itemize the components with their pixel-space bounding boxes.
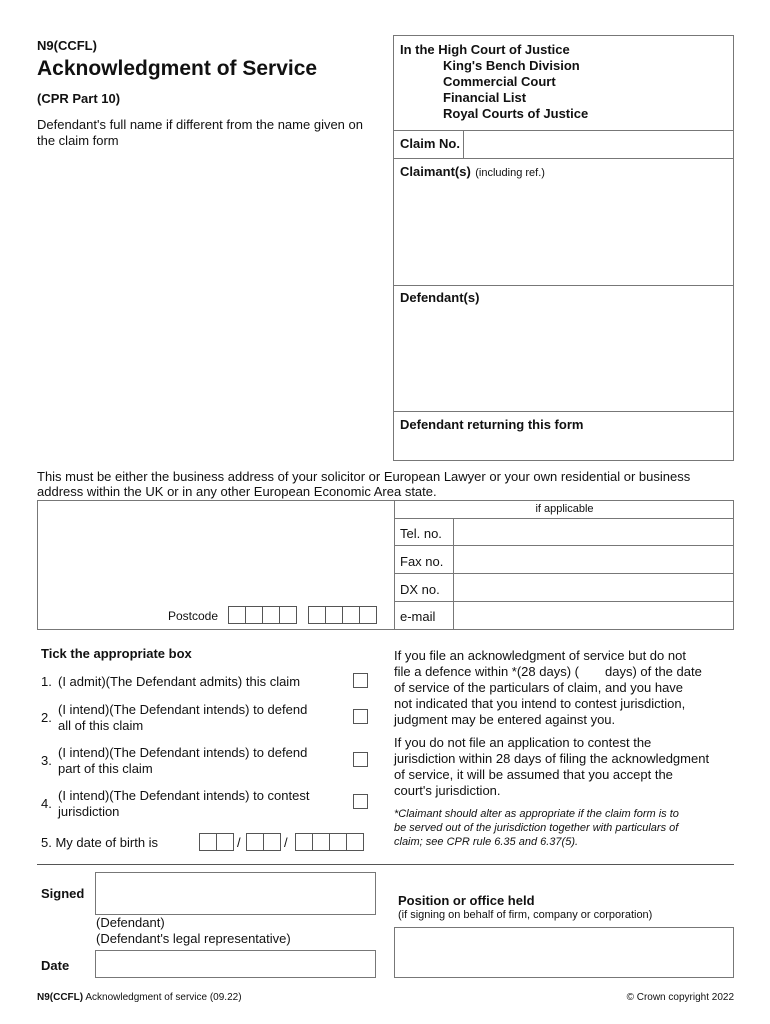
postcode-char-3[interactable] [262, 606, 280, 624]
postcode-char-6[interactable] [325, 606, 343, 624]
option-2-checkbox[interactable] [353, 709, 368, 724]
claimants-label-wrap [400, 163, 545, 181]
fax-field[interactable] [453, 545, 734, 574]
option-4-text-b: jurisdiction [58, 804, 120, 819]
dob-slash-2: / [284, 835, 288, 850]
email-label: e-mail [400, 609, 436, 624]
signature-field[interactable] [95, 872, 376, 915]
dob-year-3[interactable] [329, 833, 347, 851]
row-line [394, 545, 454, 546]
section-divider [37, 864, 734, 865]
option-4-checkbox[interactable] [353, 794, 368, 809]
option-3-num: 3. [41, 753, 52, 768]
position-sub-label: (if signing on behalf of firm, company or corporation) [398, 909, 653, 921]
postcode-char-8[interactable] [359, 606, 377, 624]
dob-slash-1: / [237, 835, 241, 850]
option-3-checkbox[interactable] [353, 752, 368, 767]
fax-label: Fax no. [400, 554, 444, 569]
page-subtitle: (CPR Part 10) [37, 91, 121, 106]
address-instruction: This must be either the business address of your solicitor or European Lawyer or your own residential or business address within the UK or in any other European Economic Area state. [37, 469, 691, 499]
defendants-label: Defendant(s) [400, 290, 480, 305]
note-1-line-3: of service of the particulars of claim, and you have [394, 680, 684, 695]
postcode-char-7[interactable] [342, 606, 360, 624]
page-title: Acknowledgment of Service [37, 57, 318, 80]
court-line-1: In the High Court of Justice [400, 42, 570, 57]
option-3-text-b: part of this claim [58, 761, 153, 776]
postcode-char-1[interactable] [228, 606, 246, 624]
note-paragraph-1 [394, 648, 739, 728]
claim-no-field[interactable] [463, 130, 734, 159]
legal-rep-option: (Defendant's legal representative) [96, 931, 291, 946]
note-2-line-4: court's jurisdiction. [394, 783, 501, 798]
if-applicable-label: if applicable [535, 503, 594, 515]
defendant-option: (Defendant) [96, 915, 165, 930]
row-line [394, 573, 454, 574]
court-line-5: Royal Courts of Justice [443, 106, 589, 121]
form-code: N9(CCFL) [37, 38, 97, 53]
note-paragraph-2 [394, 735, 739, 799]
tick-heading: Tick the appropriate box [41, 646, 192, 661]
postcode-char-4[interactable] [279, 606, 297, 624]
note-2-line-1: If you do not file an application to contest the [394, 735, 652, 750]
dob-year-1[interactable] [295, 833, 313, 851]
note-3-line-3: claim; see CPR rule 6.35 and 6.37(5). [394, 836, 579, 848]
dob-day-2[interactable] [216, 833, 234, 851]
note-1-line-2a: file a defence within *(28 days) ( [394, 664, 579, 679]
court-line-3: Commercial Court [443, 74, 556, 89]
row-line [394, 601, 454, 602]
note-2-line-2: jurisdiction within 28 days of filing the acknowledgment [394, 751, 710, 766]
note-1-line-1: If you file an acknowledgment of service but do not [394, 648, 686, 663]
footer-code: N9(CCFL) [37, 992, 84, 1003]
dx-label: DX no. [400, 582, 440, 597]
signed-label: Signed [41, 886, 85, 901]
option-4-num: 4. [41, 796, 52, 811]
note-1-line-4: not indicated that you intend to contest jurisdiction, [394, 696, 686, 711]
footer-left [37, 992, 242, 1003]
court-line-4: Financial List [443, 90, 527, 105]
postcode-label: Postcode [168, 609, 219, 623]
note-3-line-1: *Claimant should alter as appropriate if the claim form is to [394, 808, 679, 820]
defendant-name-note: Defendant's full name if different from the name given on the claim form [37, 117, 363, 148]
note-2-line-3: of service, it will be assumed that you accept the [394, 767, 673, 782]
postcode-char-2[interactable] [245, 606, 263, 624]
option-2-text-a: (I intend)(The Defendant intends) to defend [58, 702, 308, 717]
dx-field[interactable] [453, 573, 734, 602]
option-1-num: 1. [41, 674, 52, 689]
claimants-label: Claimant(s) [400, 164, 471, 179]
footer-desc: Acknowledgment of service (09.22) [85, 992, 242, 1003]
court-line-2: King's Bench Division [443, 58, 580, 73]
claim-no-label: Claim No. [400, 136, 460, 151]
date-field[interactable] [95, 950, 376, 978]
option-4-text-a: (I intend)(The Defendant intends) to contest [58, 788, 310, 803]
option-3-text-a: (I intend)(The Defendant intends) to defend [58, 745, 308, 760]
footer-copyright: © Crown copyright 2022 [626, 992, 734, 1003]
dob-year-2[interactable] [312, 833, 330, 851]
option-2-text-b: all of this claim [58, 718, 144, 733]
option-5-text: 5. My date of birth is [41, 835, 159, 850]
postcode-char-5[interactable] [308, 606, 326, 624]
option-2-num: 2. [41, 710, 52, 725]
note-1-line-5: judgment may be entered against you. [394, 712, 616, 727]
email-field[interactable] [453, 601, 734, 630]
option-1-text: (I admit)(The Defendant admits) this claim [58, 674, 301, 689]
dob-day-1[interactable] [199, 833, 217, 851]
note-3-line-2: be served out of the jurisdiction together with particulars of [394, 822, 679, 834]
dob-month-1[interactable] [246, 833, 264, 851]
tel-field[interactable] [453, 518, 734, 546]
date-label: Date [41, 958, 70, 973]
option-1-checkbox[interactable] [353, 673, 368, 688]
note-1-line-2b: days) of the date [604, 664, 702, 679]
dob-year-4[interactable] [346, 833, 364, 851]
dob-month-2[interactable] [263, 833, 281, 851]
position-field[interactable] [394, 927, 734, 978]
returning-label: Defendant returning this form [400, 417, 584, 432]
note-paragraph-3 [394, 807, 739, 849]
position-label: Position or office held [398, 893, 535, 908]
claimants-sub-label: (including ref.) [475, 167, 545, 179]
tel-label: Tel. no. [400, 526, 442, 541]
note-1-line-2 [394, 664, 739, 680]
